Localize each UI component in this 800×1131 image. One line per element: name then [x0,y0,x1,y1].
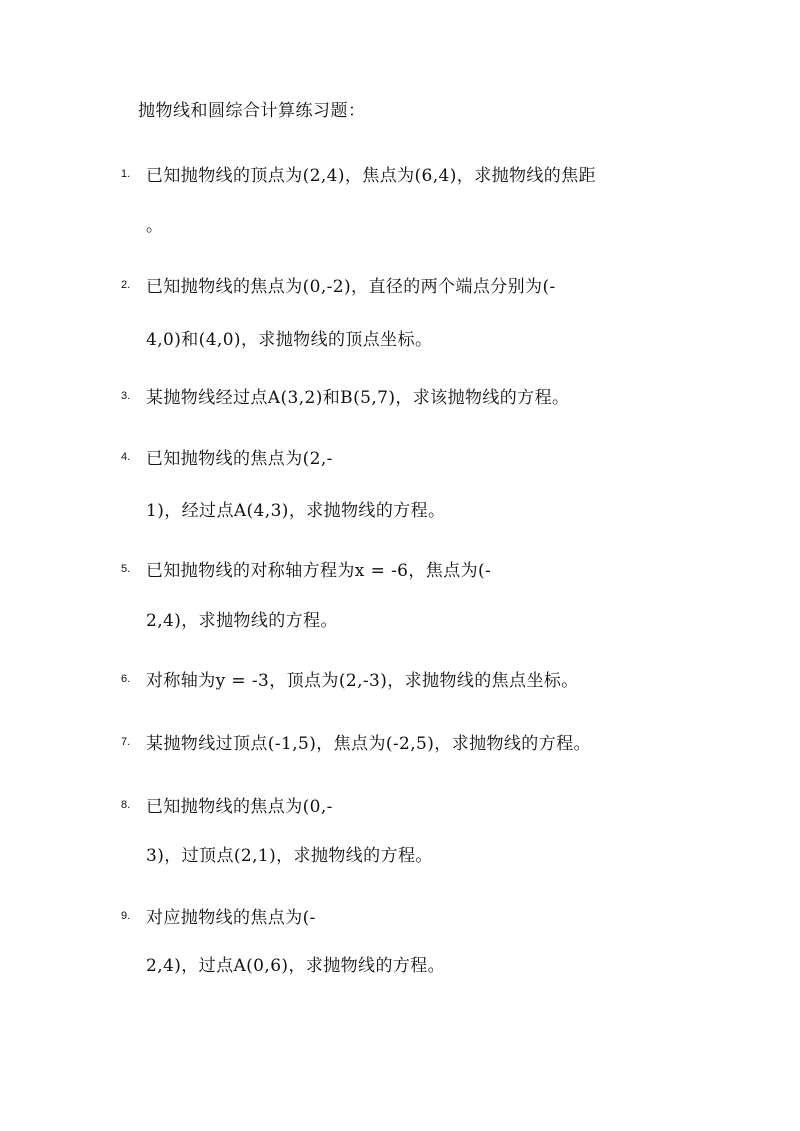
problem-number: 1. [121,168,131,180]
problem-text: 4,0)和(4,0)，求抛物线的顶点坐标。 [146,330,433,350]
problem-text: 2,4)，求抛物线的方程。 [146,611,338,631]
problem-text: 2,4)，过点A(0,6)，求抛物线的方程。 [146,956,446,976]
problem-text: 已知抛物线的对称轴方程为x = -6，焦点为(- [146,561,492,581]
problem-text: 1)，经过点A(4,3)，求抛物线的方程。 [146,501,446,521]
problem-number: 4. [121,451,131,463]
problem-text: 已知抛物线的顶点为(2,4)，焦点为(6,4)，求抛物线的焦距 [146,166,596,186]
problem-number: 9. [121,910,131,922]
problem-text: 3)，过顶点(2,1)，求抛物线的方程。 [146,846,433,866]
problem-text: 某抛物线过顶点(-1,5)，焦点为(-2,5)，求抛物线的方程。 [146,734,591,754]
problem-text: 已知抛物线的焦点为(2,- [146,449,333,469]
problem-number: 8. [121,799,131,811]
problem-number: 6. [121,673,131,685]
worksheet-title: 抛物线和圆综合计算练习题： [138,101,366,121]
problem-text: 对应抛物线的焦点为(- [146,908,316,928]
problem-number: 2. [121,279,131,291]
problem-number: 3. [121,390,131,402]
problem-number: 5. [121,563,131,575]
problem-text: 。 [146,216,164,236]
problem-text: 某抛物线经过点A(3,2)和B(5,7)，求该抛物线的方程。 [146,388,570,408]
problem-number: 7. [121,736,131,748]
problem-text: 对称轴为y = -3，顶点为(2,-3)，求抛物线的焦点坐标。 [146,671,579,691]
problem-text: 已知抛物线的焦点为(0,- [146,797,333,817]
problem-text: 已知抛物线的焦点为(0,-2)，直径的两个端点分别为(- [146,277,556,297]
